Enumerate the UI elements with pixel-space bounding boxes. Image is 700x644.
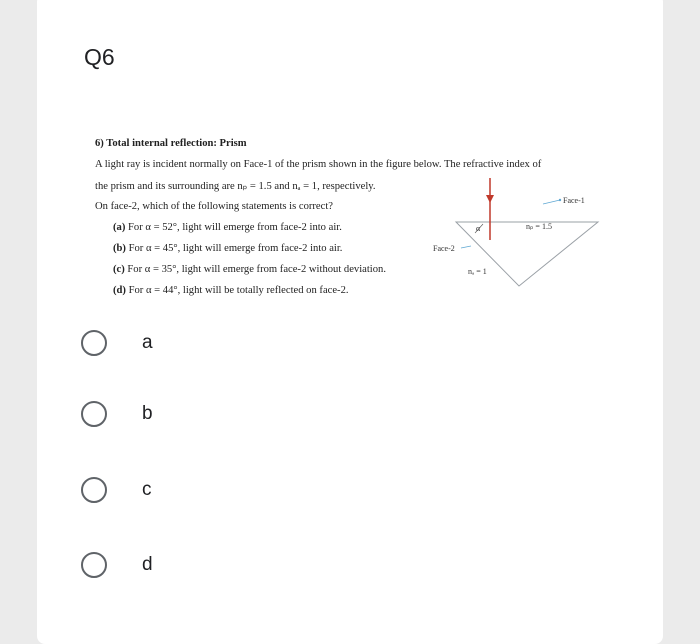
statement-text: For α = 45°, light will emerge from face-2 into air. — [125, 243, 343, 254]
np-label: nₚ = 1.5 — [526, 222, 552, 231]
option-c[interactable] — [81, 477, 152, 503]
question-card — [37, 0, 663, 644]
statement-label: (b) — [113, 243, 126, 254]
option-b[interactable] — [81, 401, 153, 427]
statement-b — [113, 243, 342, 254]
na-label: nₐ = 1 — [468, 267, 487, 276]
radio-button[interactable] — [81, 330, 107, 356]
statement-label: (c) — [113, 264, 125, 275]
problem-stem-line-1: A light ray is incident normally on Face-1 of the prism shown in the figure below. The refractive index of — [95, 159, 542, 170]
option-label: a — [142, 332, 153, 353]
statement-label: (d) — [113, 285, 126, 296]
radio-button[interactable] — [81, 477, 107, 503]
statement-a — [113, 222, 342, 233]
face2-pointer — [461, 246, 471, 248]
problem-title: 6) Total internal reflection: Prism — [95, 138, 247, 149]
prism-diagram — [428, 170, 618, 290]
statement-c — [113, 264, 386, 275]
statement-text: For α = 35°, light will emerge from face-2 without deviation. — [124, 264, 386, 275]
option-d[interactable] — [81, 552, 153, 578]
option-label: b — [142, 403, 153, 424]
problem-stem-line-2: the prism and its surrounding are nₚ = 1.5 and nₐ = 1, respectively. — [95, 181, 376, 192]
statement-d — [113, 285, 349, 296]
alpha-label: α — [476, 224, 481, 233]
radio-button[interactable] — [81, 552, 107, 578]
option-label: d — [142, 554, 153, 575]
face2-label: Face-2 — [433, 244, 455, 253]
statement-text: For α = 52°, light will emerge from face-2 into air. — [125, 222, 342, 233]
face1-pointer-dot — [559, 199, 561, 201]
face1-label: Face-1 — [563, 196, 585, 205]
face1-pointer — [543, 200, 560, 204]
question-number: Q6 — [84, 44, 115, 70]
statement-text: For α = 44°, light will be totally reflected on face-2. — [125, 285, 349, 296]
statement-label: (a) — [113, 222, 126, 233]
option-a[interactable] — [81, 330, 153, 356]
radio-button[interactable] — [81, 401, 107, 427]
prism-figure — [428, 170, 618, 290]
option-label: c — [142, 479, 152, 500]
ray-arrowhead — [486, 195, 494, 203]
problem-stem-line-3: On face-2, which of the following statements is correct? — [95, 201, 333, 212]
